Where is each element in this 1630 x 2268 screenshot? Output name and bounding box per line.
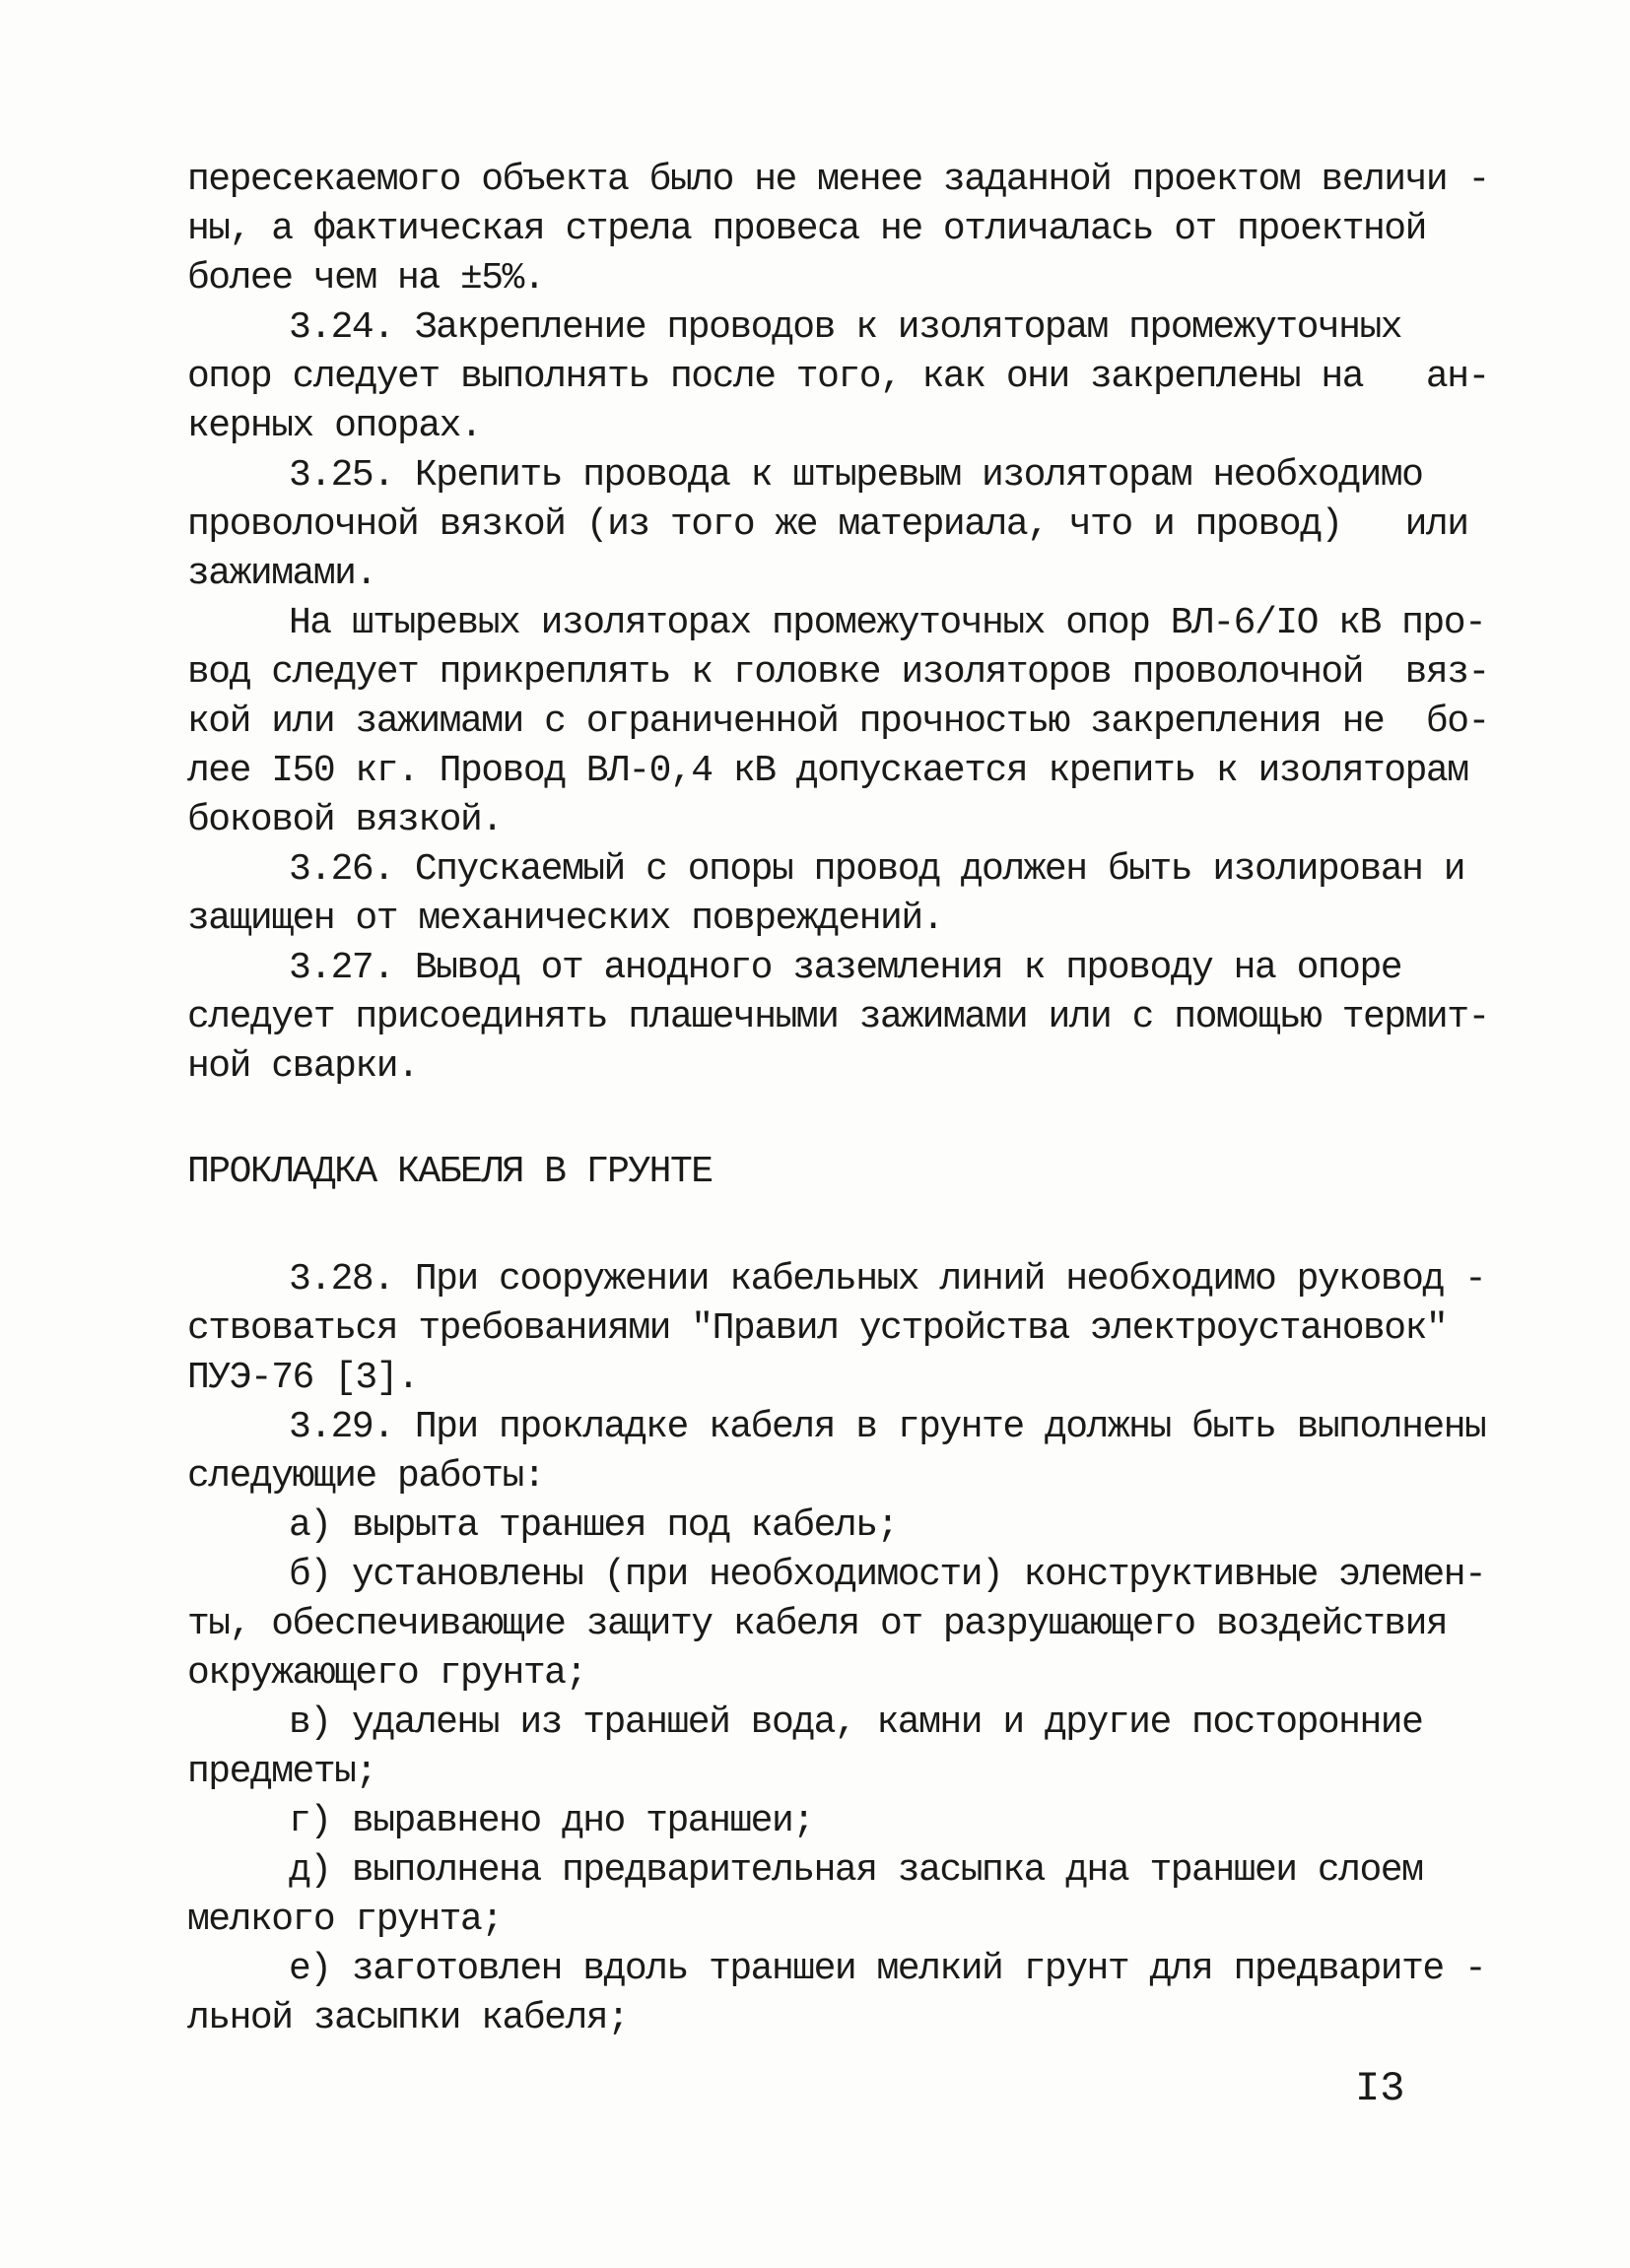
text-line: боковой вязкой.: [187, 799, 503, 841]
section-heading: ПРОКЛАДКА КАБЕЛЯ В ГРУНТЕ: [187, 1151, 713, 1193]
text-line: ны, а фактическая стрела провеса не отличалась от проектной: [187, 208, 1426, 250]
text-line: вод следует прикреплять к головке изоляторов проволочной вяз-: [187, 651, 1489, 694]
paragraph-3-25: 3.25. Крепить провода к штыревым изоляторам необходимо: [289, 454, 1423, 497]
text-line: опор следует выполнять после того, как они закреплены на ан-: [187, 356, 1489, 398]
spacer: [187, 1092, 1419, 1148]
page-content: [187, 156, 1489, 2043]
list-item-v: в) удалены из траншей вода, камни и другие посторонние: [289, 1701, 1423, 1744]
spacer: [187, 1197, 1419, 1255]
text-line: льной засыпки кабеля;: [187, 1997, 629, 2039]
list-item-d: д) выполнена предварительная засыпка дна траншеи слоем: [289, 1849, 1423, 1892]
text-line: кой или зажимами с ограниченной прочностью закрепления не бо-: [187, 700, 1489, 743]
text-line: более чем на ±5%.: [187, 257, 545, 300]
text-line: ты, обеспечивающие защиту кабеля от разрушающего воздействия: [187, 1603, 1448, 1645]
paragraph-pin-insulators: На штыревых изоляторах промежуточных опор ВЛ-6/IO кВ про-: [289, 602, 1486, 644]
text-line: следующие работы:: [187, 1455, 545, 1498]
text-line: лее I50 кг. Провод ВЛ-0,4 кВ допускается крепить к изоляторам: [187, 750, 1468, 792]
text-line: пересекаемого объекта было не менее заданной проектом величи -: [187, 159, 1489, 201]
page-number: I3: [1355, 2065, 1405, 2112]
text-line: защищен от механических повреждений.: [187, 898, 943, 940]
text-line: ствоваться требованиями "Правил устройства электроустановок": [187, 1307, 1448, 1350]
text-line: зажимами.: [187, 553, 376, 595]
text-line: окружающего грунта;: [187, 1652, 586, 1695]
text-line: следует присоединять плашечными зажимами или с помощью термит-: [187, 996, 1489, 1038]
paragraph-3-29: 3.29. При прокладке кабеля в грунте должны быть выполнены: [289, 1406, 1486, 1448]
list-item-g: г) выравнено дно траншеи;: [289, 1800, 814, 1842]
text-line: ПУЭ-76 [3].: [187, 1357, 419, 1399]
paragraph-3-27: 3.27. Вывод от анодного заземления к проводу на опоре: [289, 947, 1402, 989]
text-line: мелкого грунта;: [187, 1899, 503, 1941]
text-line: проволочной вязкой (из того же материала, что и провод) или: [187, 503, 1468, 546]
list-item-a: а) вырыта траншея под кабель;: [289, 1504, 898, 1547]
text-line: ной сварки.: [187, 1045, 419, 1088]
list-item-b: б) установлены (при необходимости) конструктивные элемен-: [289, 1554, 1486, 1596]
text-line: предметы;: [187, 1751, 376, 1793]
paragraph-3-24: 3.24. Закрепление проводов к изоляторам промежуточных: [289, 306, 1402, 349]
paragraph-3-28: 3.28. При сооружении кабельных линий необходимо руковод -: [289, 1258, 1486, 1301]
list-item-e: е) заготовлен вдоль траншеи мелкий грунт для предварите -: [289, 1948, 1486, 1990]
text-line: керных опорах.: [187, 405, 482, 447]
paragraph-3-26: 3.26. Спускаемый с опоры провод должен быть изолирован и: [289, 848, 1465, 891]
